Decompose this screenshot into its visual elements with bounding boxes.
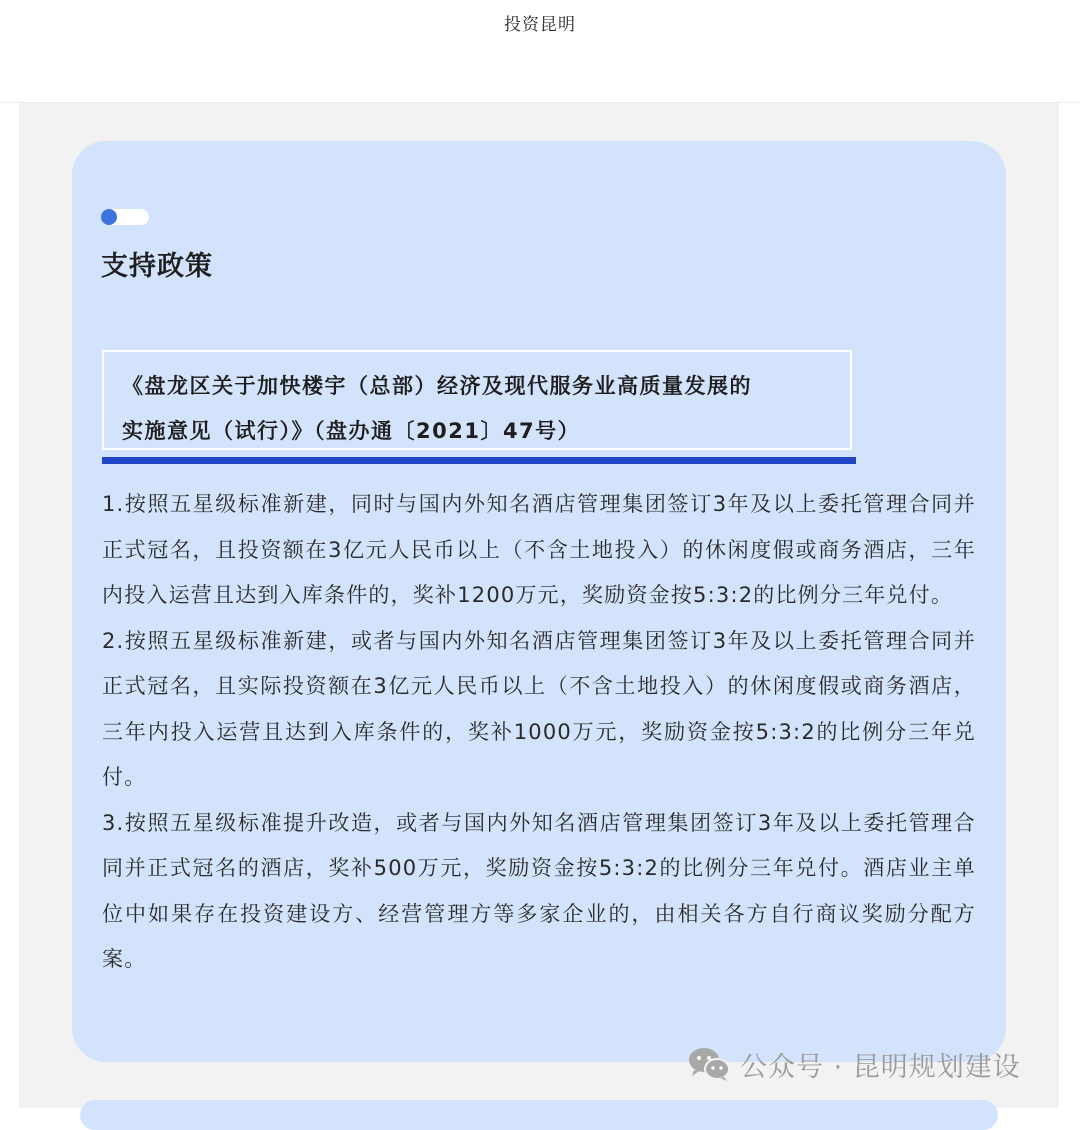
policy-paragraph-2: 2.按照五星级标准新建，或者与国内外知名酒店管理集团签订3年及以上委托管理合同并正式冠名，且实际投资额在3亿元人民币以上（不含土地投入）的休闲度假或商务酒店，三年内投入运营且达到入库条件的，奖补1000万元，奖励资金按5:3:2的比例分三年兑付。 — [102, 628, 976, 789]
policy-title — [122, 364, 842, 454]
top-bar — [0, 0, 1080, 103]
policy-title-line-1: 《盘龙区关于加快楼宇（总部）经济及现代服务业高质量发展的 — [122, 374, 752, 398]
page-title: 投资昆明 — [504, 15, 576, 35]
policy-title-line-2: 实施意见（试行）》（盘办通〔2021〕47号） — [122, 419, 581, 443]
watermark-text: 公众号 · 昆明规划建设 — [740, 1051, 1021, 1083]
next-card — [80, 1100, 998, 1130]
section-marker-dot — [101, 209, 117, 225]
watermark — [688, 1044, 1021, 1084]
wechat-icon — [688, 1046, 730, 1082]
policy-paragraph-3: 3.按照五星级标准提升改造，或者与国内外知名酒店管理集团签订3年及以上委托管理合同并正式冠名的酒店，奖补500万元，奖励资金按5:3:2的比例分三年兑付。酒店业主单位中如果存在投资建设方、经营管理方等多家企业的，由相关各方自行商议奖励分配方案。 — [102, 810, 976, 971]
section-marker — [101, 209, 149, 225]
policy-body — [102, 482, 976, 983]
section-title: 支持政策 — [101, 251, 213, 282]
policy-title-underline — [102, 457, 856, 464]
policy-paragraph-1: 1.按照五星级标准新建，同时与国内外知名酒店管理集团签订3年及以上委托管理合同并正式冠名，且投资额在3亿元人民币以上（不含土地投入）的休闲度假或商务酒店，三年内投入运营且达到入库条件的，奖补1200万元，奖励资金按5:3:2的比例分三年兑付。 — [102, 492, 976, 607]
